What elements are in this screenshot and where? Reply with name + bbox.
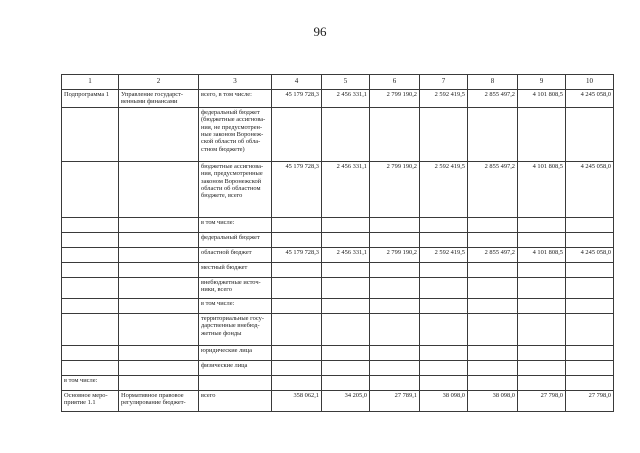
funding-source-cell: территориальные госу-дарственные внебюд-жетные фонды — [199, 313, 272, 345]
budget-table — [61, 74, 614, 412]
year-2-cell: 2 799 190,2 — [370, 247, 420, 262]
table-row — [62, 390, 614, 411]
total-cell — [272, 360, 322, 375]
table-row — [62, 375, 614, 390]
subject-cell — [119, 247, 199, 262]
column-number: 8 — [468, 75, 518, 90]
funding-source-cell: физические лица — [199, 360, 272, 375]
year-3-cell — [420, 217, 468, 232]
year-4-cell — [468, 262, 518, 277]
program-cell — [62, 345, 119, 360]
funding-source-cell: в том числе: — [199, 298, 272, 313]
funding-source-cell: всего — [199, 390, 272, 411]
table-row — [62, 217, 614, 232]
funding-source-cell: федеральный бюджет (бюджетные ассигнова-ния, не предусмотрен-ные законом Воронеж-ской области об обла-стном бюджете) — [199, 107, 272, 161]
year-4-cell — [468, 345, 518, 360]
year-6-cell: 27 798,0 — [566, 390, 614, 411]
year-3-cell — [420, 375, 468, 390]
program-cell — [62, 247, 119, 262]
column-number: 9 — [518, 75, 566, 90]
funding-source-cell: местный бюджет — [199, 262, 272, 277]
year-1-cell: 2 456 331,1 — [322, 90, 370, 108]
table-row — [62, 298, 614, 313]
funding-source-cell: внебюджетные источ-ники, всего — [199, 277, 272, 298]
table-row — [62, 161, 614, 217]
year-5-cell: 27 798,0 — [518, 390, 566, 411]
program-cell — [62, 277, 119, 298]
table-row — [62, 313, 614, 345]
program-cell: Основное меро-приятие 1.1 — [62, 390, 119, 411]
year-4-cell: 2 855 497,2 — [468, 161, 518, 217]
total-cell — [272, 217, 322, 232]
year-1-cell — [322, 345, 370, 360]
year-4-cell — [468, 217, 518, 232]
year-6-cell — [566, 107, 614, 161]
total-cell: 45 179 728,3 — [272, 90, 322, 108]
table-row — [62, 90, 614, 108]
column-number: 4 — [272, 75, 322, 90]
table-row — [62, 360, 614, 375]
year-3-cell: 2 592 419,5 — [420, 90, 468, 108]
total-cell — [272, 313, 322, 345]
table-row — [62, 345, 614, 360]
table-row — [62, 107, 614, 161]
year-1-cell — [322, 360, 370, 375]
year-1-cell: 2 456 331,1 — [322, 161, 370, 217]
subject-cell — [119, 161, 199, 217]
year-6-cell — [566, 345, 614, 360]
year-1-cell — [322, 375, 370, 390]
total-cell: 358 062,1 — [272, 390, 322, 411]
year-6-cell: 4 245 058,0 — [566, 90, 614, 108]
program-cell — [62, 313, 119, 345]
year-5-cell — [518, 262, 566, 277]
total-cell: 45 179 728,3 — [272, 161, 322, 217]
year-1-cell — [322, 217, 370, 232]
year-5-cell: 4 101 808,5 — [518, 90, 566, 108]
year-4-cell: 38 098,0 — [468, 390, 518, 411]
funding-source-cell: федеральный бюджет — [199, 232, 272, 247]
subject-cell — [119, 345, 199, 360]
year-5-cell — [518, 217, 566, 232]
year-4-cell — [468, 313, 518, 345]
table-row — [62, 277, 614, 298]
program-cell — [62, 107, 119, 161]
year-2-cell — [370, 262, 420, 277]
subject-cell: Управление государст-венными финансами — [119, 90, 199, 108]
year-1-cell — [322, 232, 370, 247]
year-2-cell: 2 799 190,2 — [370, 90, 420, 108]
year-5-cell: 4 101 808,5 — [518, 161, 566, 217]
year-5-cell — [518, 360, 566, 375]
year-1-cell: 2 456 331,1 — [322, 247, 370, 262]
year-1-cell — [322, 298, 370, 313]
year-6-cell — [566, 313, 614, 345]
total-cell — [272, 298, 322, 313]
table-row — [62, 247, 614, 262]
year-5-cell — [518, 107, 566, 161]
program-cell — [62, 262, 119, 277]
subject-cell — [119, 375, 199, 390]
total-cell — [272, 232, 322, 247]
subject-cell — [119, 232, 199, 247]
year-2-cell: 27 789,1 — [370, 390, 420, 411]
year-5-cell — [518, 277, 566, 298]
year-2-cell — [370, 375, 420, 390]
year-4-cell — [468, 375, 518, 390]
year-2-cell — [370, 313, 420, 345]
column-number: 5 — [322, 75, 370, 90]
year-1-cell — [322, 262, 370, 277]
subject-cell: Нормативное правовое регулирование бюджет- — [119, 390, 199, 411]
year-2-cell — [370, 345, 420, 360]
total-cell — [272, 107, 322, 161]
table-row — [62, 232, 614, 247]
year-1-cell: 34 205,0 — [322, 390, 370, 411]
total-cell — [272, 262, 322, 277]
year-2-cell: 2 799 190,2 — [370, 161, 420, 217]
year-3-cell — [420, 313, 468, 345]
program-cell — [62, 298, 119, 313]
column-number: 10 — [566, 75, 614, 90]
year-1-cell — [322, 277, 370, 298]
column-number-row — [62, 75, 614, 90]
program-cell — [62, 232, 119, 247]
funding-source-cell: всего, в том числе: — [199, 90, 272, 108]
year-4-cell: 2 855 497,2 — [468, 90, 518, 108]
column-number: 1 — [62, 75, 119, 90]
subject-cell — [119, 313, 199, 345]
year-3-cell — [420, 262, 468, 277]
year-6-cell: 4 245 058,0 — [566, 161, 614, 217]
subject-cell — [119, 360, 199, 375]
year-4-cell — [468, 360, 518, 375]
column-number: 7 — [420, 75, 468, 90]
funding-source-cell: в том числе: — [199, 217, 272, 232]
subject-cell — [119, 107, 199, 161]
year-4-cell — [468, 107, 518, 161]
year-6-cell — [566, 360, 614, 375]
column-number: 2 — [119, 75, 199, 90]
year-2-cell — [370, 232, 420, 247]
funding-source-cell: областной бюджет — [199, 247, 272, 262]
year-5-cell — [518, 313, 566, 345]
year-3-cell: 2 592 419,5 — [420, 247, 468, 262]
year-4-cell — [468, 298, 518, 313]
year-3-cell — [420, 232, 468, 247]
year-2-cell — [370, 277, 420, 298]
year-4-cell — [468, 232, 518, 247]
subject-cell — [119, 262, 199, 277]
total-cell: 45 179 728,3 — [272, 247, 322, 262]
year-3-cell: 2 592 419,5 — [420, 161, 468, 217]
program-cell — [62, 161, 119, 217]
year-6-cell — [566, 277, 614, 298]
total-cell — [272, 345, 322, 360]
program-cell — [62, 217, 119, 232]
year-3-cell — [420, 345, 468, 360]
program-cell — [62, 360, 119, 375]
column-number: 3 — [199, 75, 272, 90]
year-6-cell — [566, 262, 614, 277]
table-row — [62, 262, 614, 277]
year-3-cell — [420, 360, 468, 375]
year-4-cell: 2 855 497,2 — [468, 247, 518, 262]
year-5-cell — [518, 232, 566, 247]
funding-source-cell — [199, 375, 272, 390]
year-6-cell: 4 245 058,0 — [566, 247, 614, 262]
year-3-cell — [420, 277, 468, 298]
year-5-cell — [518, 345, 566, 360]
funding-source-cell: бюджетные ассигнова-ния, предусмотренные законом Воронежской области об областном бюджете, всего — [199, 161, 272, 217]
year-2-cell — [370, 360, 420, 375]
year-3-cell — [420, 107, 468, 161]
year-6-cell — [566, 298, 614, 313]
year-5-cell: 4 101 808,5 — [518, 247, 566, 262]
column-number: 6 — [370, 75, 420, 90]
program-cell: Подпрограмма 1 — [62, 90, 119, 108]
year-6-cell — [566, 232, 614, 247]
program-cell: в том числе: — [62, 375, 119, 390]
year-2-cell — [370, 298, 420, 313]
year-2-cell — [370, 107, 420, 161]
subject-cell — [119, 298, 199, 313]
year-3-cell: 38 098,0 — [420, 390, 468, 411]
page-number: 96 — [313, 24, 327, 39]
year-6-cell — [566, 375, 614, 390]
funding-source-cell: юридические лица — [199, 345, 272, 360]
subject-cell — [119, 277, 199, 298]
total-cell — [272, 375, 322, 390]
year-4-cell — [468, 277, 518, 298]
year-1-cell — [322, 313, 370, 345]
subject-cell — [119, 217, 199, 232]
year-5-cell — [518, 298, 566, 313]
year-5-cell — [518, 375, 566, 390]
year-1-cell — [322, 107, 370, 161]
year-6-cell — [566, 217, 614, 232]
year-3-cell — [420, 298, 468, 313]
year-2-cell — [370, 217, 420, 232]
total-cell — [272, 277, 322, 298]
